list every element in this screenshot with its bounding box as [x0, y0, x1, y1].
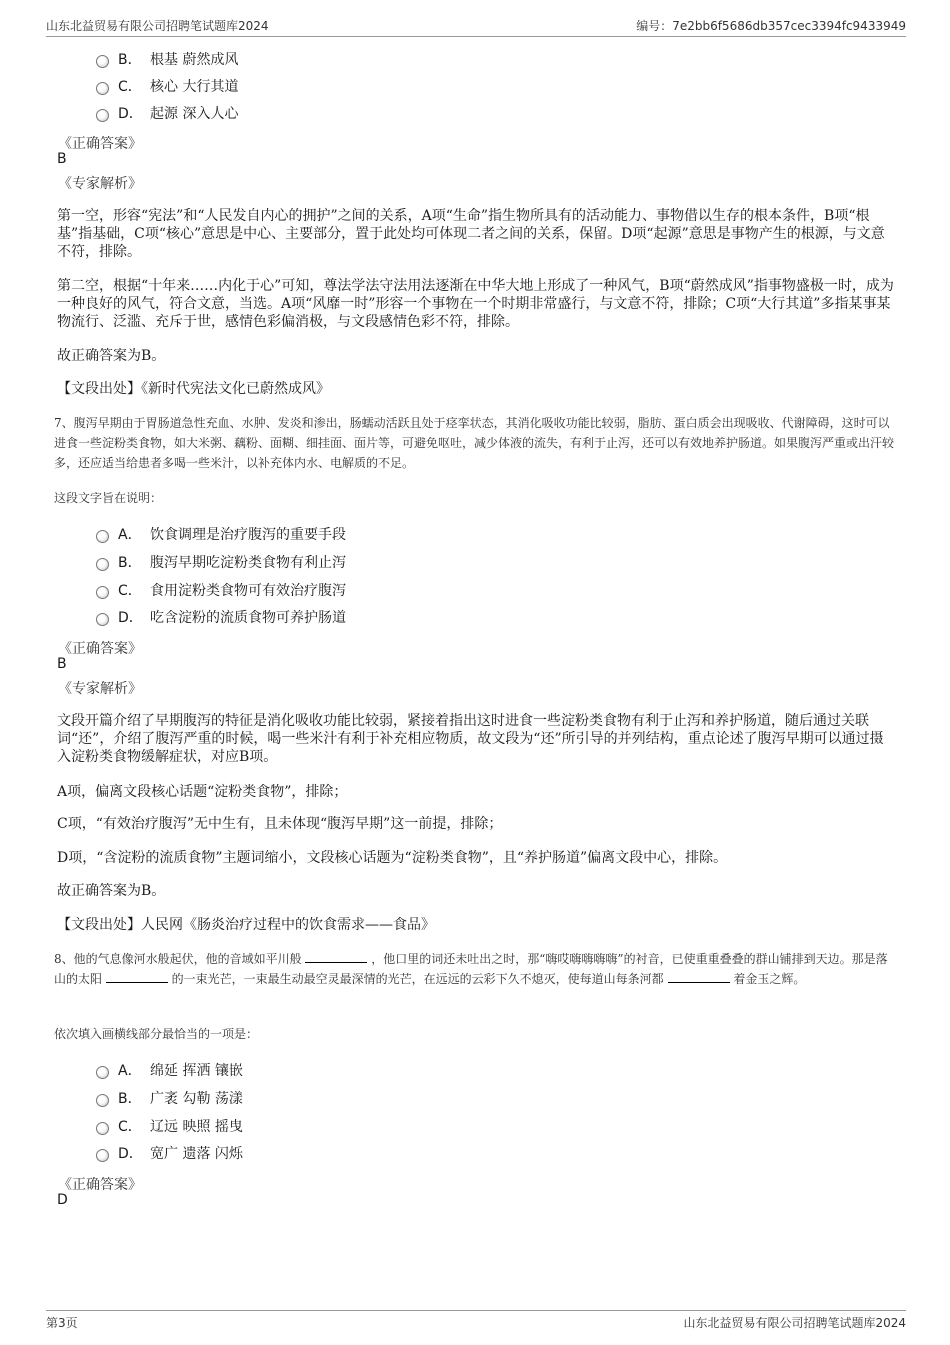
q6-analysis-p2: 第二空，根据“十年来……内化于心”可知，尊法学法守法用法逐渐在中华大地上形成了一种风气，B项“蔚然成风”指事物盛极一时，成为一种良好的风气，符合文意，当选。A项“风靡一时”形容一个事物在一个时期非常盛行，与文意不符，排除；C项“大行其道”多指某事某物流行、泛滥、充斥于世，感情色彩偏消极，与文段感情色彩不符，排除。	[57, 278, 894, 330]
fill-blank-1[interactable]	[305, 950, 367, 963]
q8-option-d[interactable]	[96, 1143, 243, 1163]
option-letter: D．	[118, 610, 143, 626]
q8-stem-part4: 着金玉之辉。	[733, 972, 806, 986]
option-text: 吃含淀粉的流质食物可养护肠道	[150, 610, 346, 626]
radio-icon[interactable]	[96, 109, 109, 122]
radio-icon[interactable]	[96, 1149, 109, 1162]
q7-answer-label: 《正确答案》	[58, 641, 142, 657]
radio-icon[interactable]	[96, 1122, 109, 1135]
option-text: 宽广 遗落 闪烁	[150, 1146, 243, 1162]
q7-analysis-p5: 故正确答案为B。	[57, 883, 166, 899]
radio-icon[interactable]	[96, 1094, 109, 1107]
option-letter: C．	[118, 79, 142, 95]
radio-icon[interactable]	[96, 586, 109, 599]
fill-blank-2[interactable]	[106, 970, 168, 983]
q7-prompt: 这段文字旨在说明：	[54, 491, 163, 505]
option-text: 饮食调理是治疗腹泻的重要手段	[150, 527, 346, 543]
option-text: 绵延 挥洒 镶嵌	[150, 1063, 243, 1079]
option-letter: C．	[118, 583, 142, 599]
q6-option-d[interactable]	[96, 103, 238, 123]
radio-icon[interactable]	[96, 558, 109, 571]
option-letter: B．	[118, 1091, 142, 1107]
q8-stem	[54, 949, 896, 989]
q8-stem-part1: 8、他的气息像河水般起伏，他的音域如平川般	[54, 952, 302, 966]
q7-option-a[interactable]	[96, 524, 346, 544]
q6-analysis-label: 《专家解析》	[58, 176, 142, 192]
q6-source: 【文段出处】《新时代宪法文化已蔚然成风》	[57, 381, 330, 397]
q6-answer-label: 《正确答案》	[58, 136, 142, 152]
q7-option-d[interactable]	[96, 607, 346, 627]
q7-analysis-p1: 文段开篇介绍了早期腹泻的特征是消化吸收功能比较弱，紧接着指出这时进食一些淀粉类食物有利于止泻和养护肠道，随后通过关联词“还”，介绍了腹泻严重的时候，喝一些米汁有利于补充相应物质，故文段为“还”所引导的并列结构，重点论述了腹泻早期可以通过摄入淀粉类食物缓解症状，对应B项。	[57, 713, 884, 765]
option-text: 广袤 勾勒 荡漾	[150, 1091, 243, 1107]
q7-option-b[interactable]	[96, 552, 346, 572]
option-text: 腹泻早期吃淀粉类食物有利止泻	[150, 555, 346, 571]
option-letter: A．	[118, 527, 142, 543]
page-footer	[46, 1310, 906, 1333]
option-text: 辽远 映照 摇曳	[150, 1119, 243, 1135]
radio-icon[interactable]	[96, 530, 109, 543]
option-letter: B．	[118, 52, 142, 68]
fill-blank-3[interactable]	[668, 970, 730, 983]
option-text: 起源 深入人心	[150, 106, 239, 122]
q6-option-c[interactable]	[96, 76, 238, 96]
q7-option-c[interactable]	[96, 580, 346, 600]
q7-analysis-p4: D项，“含淀粉的流质食物”主题词缩小，文段核心话题为“淀粉类食物”，且“养护肠道”偏离文段中心，排除。	[57, 850, 728, 866]
footer-page-number: 第3页	[46, 1315, 78, 1330]
q7-answer: B	[57, 656, 67, 672]
q8-option-b[interactable]	[96, 1088, 243, 1108]
option-text: 核心 大行其道	[150, 79, 239, 95]
q8-option-c[interactable]	[96, 1116, 243, 1136]
option-letter: D．	[118, 1146, 143, 1162]
q6-analysis-p3: 故正确答案为B。	[57, 348, 166, 364]
option-letter: C．	[118, 1119, 142, 1135]
q7-source: 【文段出处】人民网《肠炎治疗过程中的饮食需求——食品》	[57, 917, 435, 933]
option-text: 食用淀粉类食物可有效治疗腹泻	[150, 583, 346, 599]
footer-company: 山东北益贸易有限公司招聘笔试题库2024	[683, 1315, 906, 1330]
option-letter: B．	[118, 555, 142, 571]
q7-stem: 7、腹泻早期由于胃肠道急性充血、水肿、发炎和渗出，肠蠕动活跃且处于痉挛状态，其消化吸收功能比较弱，脂肪、蛋白质会出现吸收、代谢障碍，这时可以进食一些淀粉类食物，如大米粥、藕粉、面糊、细挂面、面片等，可避免呕吐，减少体液的流失，有利于止泻，还可以有效地养护肠道。如果腹泻严重或出汗较多，还应适当给患者多喝一些米汁，以补充体内水、电解质的不足。	[54, 416, 895, 470]
radio-icon[interactable]	[96, 55, 109, 68]
q8-option-a[interactable]	[96, 1060, 243, 1080]
q7-analysis-p2: A项，偏离文段核心话题“淀粉类食物”，排除；	[57, 784, 348, 800]
radio-icon[interactable]	[96, 82, 109, 95]
q8-stem-part2: ，他口里的词还未吐出之时，那“嗨哎嗨嗨嗨嗨”的衬音，已使重重叠叠的群山铺排到天边。那是落山的太阳	[54, 952, 888, 986]
option-text: 根基 蔚然成风	[150, 52, 239, 68]
option-letter: A．	[118, 1063, 142, 1079]
q8-stem-part3: 的一束光芒，一束最生动最空灵最深情的光芒，在远远的云彩下久不熄灭，使每道山每条河都	[171, 972, 664, 986]
header-code: 编号：7e2bb6f5686db357cec3394fc9433949	[636, 18, 906, 33]
q8-answer: D	[57, 1192, 68, 1208]
q7-analysis-p3: C项，“有效治疗腹泻”无中生有，且未体现“腹泻早期”这一前提，排除；	[57, 816, 503, 832]
option-letter: D．	[118, 106, 143, 122]
radio-icon[interactable]	[96, 613, 109, 626]
q6-answer: B	[57, 151, 67, 167]
q8-answer-label: 《正确答案》	[58, 1177, 142, 1193]
q6-analysis-p1: 第一空，形容“宪法”和“人民发自内心的拥护”之间的关系，A项“生命”指生物所具有的活动能力、事物借以生存的根本条件，B项“根基”指基础，C项“核心”意思是中心、主要部分，置于此处均可体现二者之间的关系，保留。D项“起源”意思是事物产生的根源，与文意不符，排除。	[57, 208, 885, 260]
q7-analysis-label: 《专家解析》	[58, 681, 142, 697]
page-header	[46, 14, 906, 37]
header-company: 山东北益贸易有限公司招聘笔试题库2024	[46, 18, 269, 33]
q8-prompt: 依次填入画横线部分最恰当的一项是：	[54, 1027, 259, 1041]
radio-icon[interactable]	[96, 1066, 109, 1079]
q6-option-b[interactable]	[96, 49, 238, 69]
